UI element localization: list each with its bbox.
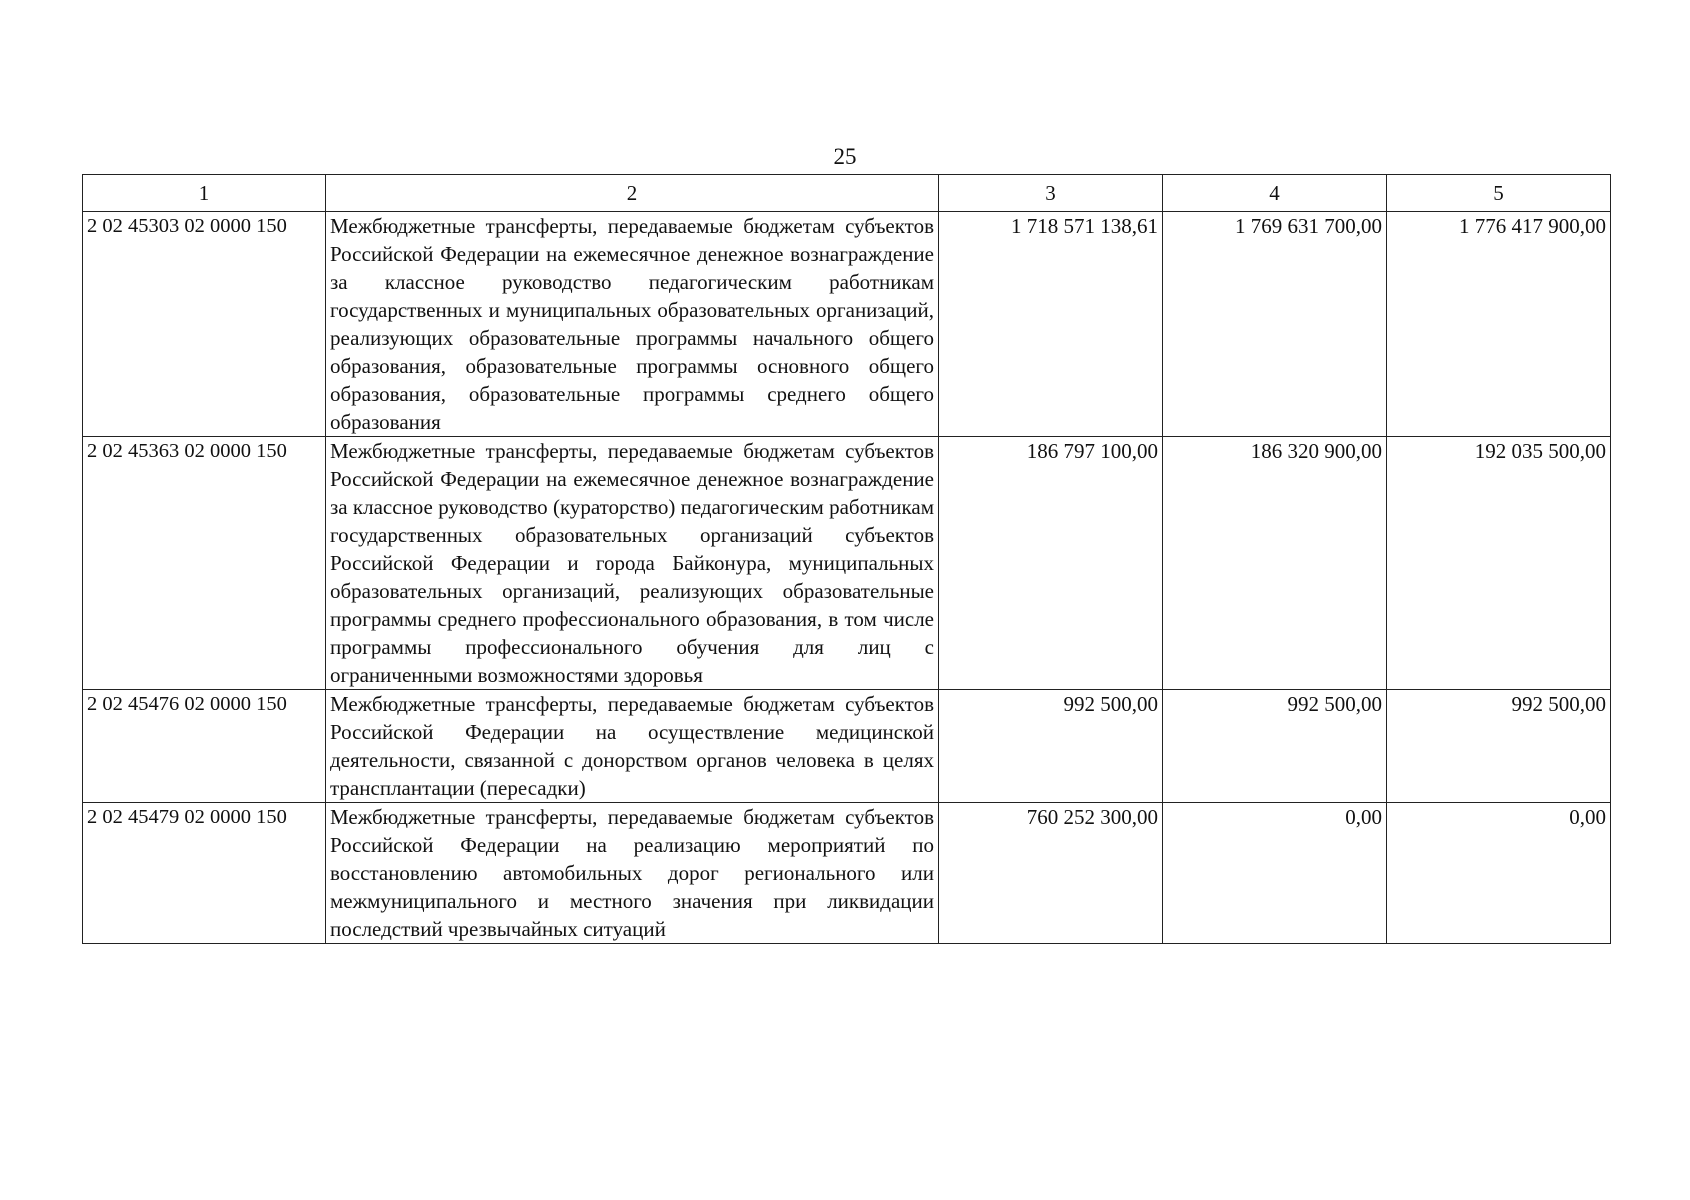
header-row	[83, 175, 1611, 212]
amount-col-3: 760 252 300,00	[939, 803, 1163, 944]
transfer-description: Межбюджетные трансферты, передаваемые бюджетам субъектов Российской Федерации на осуществление медицинской деятельности, связанной с донорством органов человека в целях трансплантации (пересадки)	[326, 690, 939, 803]
page-number: 25	[833, 144, 857, 169]
transfer-description: Межбюджетные трансферты, передаваемые бюджетам субъектов Российской Федерации на реализацию мероприятий по восстановлению автомобильных дорог регионального или межмуниципального и местного значения при ликвидации последствий чрезвычайных ситуаций	[326, 803, 939, 944]
amount-col-5: 192 035 500,00	[1387, 437, 1611, 690]
amount-col-5: 0,00	[1387, 803, 1611, 944]
table-row	[83, 212, 1611, 437]
header-col-3: 3	[939, 175, 1163, 212]
transfer-description: Межбюджетные трансферты, передаваемые бюджетам субъектов Российской Федерации на ежемесячное денежное вознаграждение за классное руководство (кураторство) педагогическим работникам государственных образовательных организаций субъектов Российской Федерации и города Байконура, муниципальных образовательных организаций, реализующих образовательные программы среднего профессионального образования, в том числе программы профессионального обучения для лиц с ограниченными возможностями здоровья	[326, 437, 939, 690]
budget-code: 2 02 45476 02 0000 150	[83, 690, 326, 803]
header-col-1: 1	[83, 175, 326, 212]
amount-col-4: 1 769 631 700,00	[1163, 212, 1387, 437]
amount-col-4: 186 320 900,00	[1163, 437, 1387, 690]
header-col-4: 4	[1163, 175, 1387, 212]
budget-code: 2 02 45303 02 0000 150	[83, 212, 326, 437]
amount-col-3: 186 797 100,00	[939, 437, 1163, 690]
budget-table	[82, 174, 1611, 944]
amount-col-3: 1 718 571 138,61	[939, 212, 1163, 437]
amount-col-4: 0,00	[1163, 803, 1387, 944]
amount-col-3: 992 500,00	[939, 690, 1163, 803]
transfer-description: Межбюджетные трансферты, передаваемые бюджетам субъектов Российской Федерации на ежемесячное денежное вознаграждение за классное руководство педагогическим работникам государственных и муниципальных образовательных организаций, реализующих образовательные программы начального общего образования, образовательные программы основного общего образования, образовательные программы среднего общего образования	[326, 212, 939, 437]
budget-code: 2 02 45479 02 0000 150	[83, 803, 326, 944]
amount-col-5: 1 776 417 900,00	[1387, 212, 1611, 437]
table-row	[83, 690, 1611, 803]
budget-code: 2 02 45363 02 0000 150	[83, 437, 326, 690]
header-col-2: 2	[326, 175, 939, 212]
header-col-5: 5	[1387, 175, 1611, 212]
amount-col-5: 992 500,00	[1387, 690, 1611, 803]
table-row	[83, 803, 1611, 944]
amount-col-4: 992 500,00	[1163, 690, 1387, 803]
table-row	[83, 437, 1611, 690]
